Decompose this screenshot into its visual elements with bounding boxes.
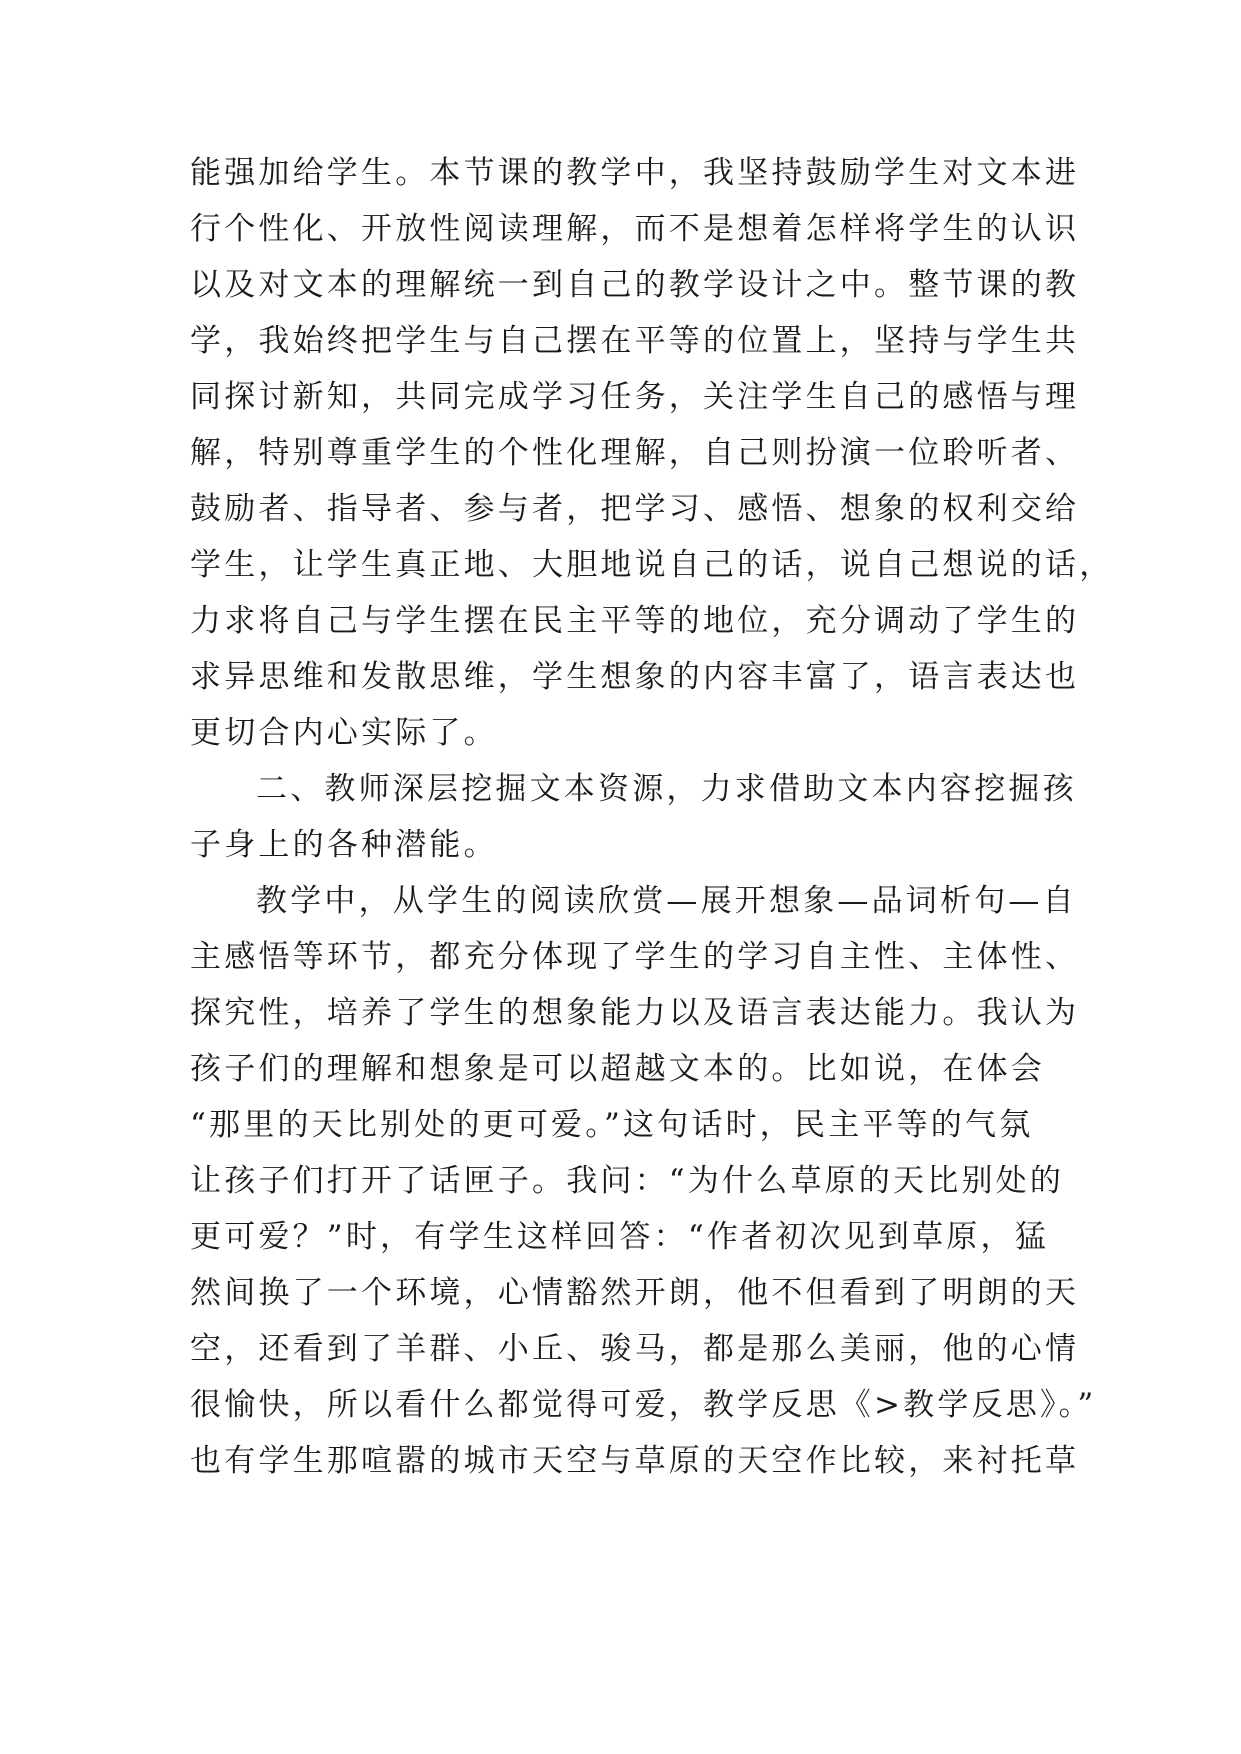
body-text-line: 鼓励者、指导者、参与者，把学习、感悟、想象的权利交给 — [190, 491, 1080, 527]
body-text-line: 主感悟等环节，都充分体现了学生的学习自主性、主体性、 — [190, 939, 1080, 975]
body-text-line: 教学中，从学生的阅读欣赏—展开想象—品词析句—自 — [256, 883, 1077, 919]
body-text-line: 让孩子们打开了话匣子。我问：“为什么草原的天比别处的 — [190, 1163, 1065, 1199]
body-text-line: 更可爱？”时，有学生这样回答：“作者初次见到草原，猛 — [190, 1219, 1049, 1255]
body-text-line: 很愉快，所以看什么都觉得可爱，教学反思《>教学反思》。” — [190, 1387, 1097, 1423]
body-text-line: 孩子们的理解和想象是可以超越文本的。比如说，在体会 — [190, 1051, 1045, 1087]
body-text-line: 学，我始终把学生与自己摆在平等的位置上，坚持与学生共 — [190, 323, 1080, 359]
body-text-line: 以及对文本的理解统一到自己的教学设计之中。整节课的教 — [190, 267, 1080, 303]
body-text-line: 学生，让学生真正地、大胆地说自己的话，说自己想说的话， — [190, 547, 1114, 583]
body-text-line: “那里的天比别处的更可爱。”这句话时，民主平等的气氛 — [190, 1107, 1034, 1143]
body-text-line: 能强加给学生。本节课的教学中，我坚持鼓励学生对文本进 — [190, 155, 1080, 191]
body-text-line: 力求将自己与学生摆在民主平等的地位，充分调动了学生的 — [190, 603, 1080, 639]
body-text-line: 更切合内心实际了。 — [190, 715, 498, 751]
section-heading-line: 二、教师深层挖掘文本资源，力求借助文本内容挖掘孩 — [256, 771, 1077, 807]
body-text-line: 也有学生那喧嚣的城市天空与草原的天空作比较，来衬托草 — [190, 1443, 1080, 1479]
body-text-line: 探究性，培养了学生的想象能力以及语言表达能力。我认为 — [190, 995, 1080, 1031]
body-text-line: 求异思维和发散思维，学生想象的内容丰富了，语言表达也 — [190, 659, 1080, 695]
body-text-line: 然间换了一个环境，心情豁然开朗，他不但看到了明朗的天 — [190, 1275, 1080, 1311]
section-heading-line: 子身上的各种潜能。 — [190, 827, 498, 863]
body-text-line: 解，特别尊重学生的个性化理解，自己则扮演一位聆听者、 — [190, 435, 1080, 471]
body-text-line: 空，还看到了羊群、小丘、骏马，都是那么美丽，他的心情 — [190, 1331, 1080, 1367]
body-text-line: 行个性化、开放性阅读理解，而不是想着怎样将学生的认识 — [190, 211, 1080, 247]
body-text-line: 同探讨新知，共同完成学习任务，关注学生自己的感悟与理 — [190, 379, 1080, 415]
